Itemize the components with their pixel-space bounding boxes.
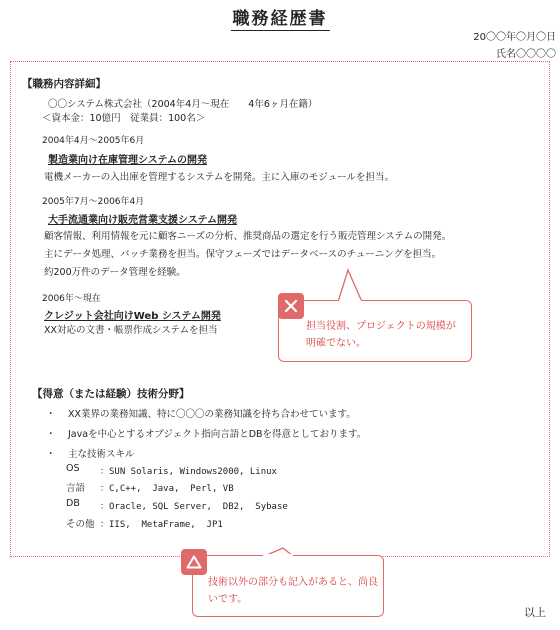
bullet-marker: ・ — [46, 449, 56, 460]
project-period: 2004年4月〜2005年6月 — [42, 136, 145, 146]
tech-label: DB — [66, 498, 80, 509]
callout-fair-text: 技術以外の部分も記入があると、尚良いです。 — [208, 577, 378, 605]
project-period: 2005年7月〜2006年4月 — [42, 197, 145, 207]
tech-label: 言語 — [66, 483, 86, 494]
job-details-heading: 【職務内容詳細】 — [22, 78, 106, 90]
callout-bad-text: 担当役割、プロジェクトの規模が明確でない。 — [306, 321, 456, 349]
tech-value: ：SUN Solaris, Windows2000, Linux — [100, 467, 277, 477]
skill-bullet: XX業界の業務知識、特に〇〇〇の業務知識を持ち合わせています。 — [68, 409, 356, 420]
document-title: 職務経歴書 — [232, 9, 328, 29]
project-title: 製造業向け在庫管理システムの開発 — [48, 155, 207, 166]
triangle-icon — [181, 549, 207, 575]
project-description: 電機メーカーの入出庫を管理するシステムを開発。主に入庫のモジュールを担当。 — [44, 172, 394, 183]
closing-text: 以上 — [524, 606, 546, 619]
skill-bullet: 主な技術スキル — [68, 449, 135, 460]
applicant-name: 氏名〇〇〇〇 — [496, 49, 556, 60]
skills-heading: 【得意（または経験）技術分野】 — [32, 388, 190, 400]
tech-value: ：Oracle, SQL Server, DB2, Sybase — [100, 502, 288, 512]
tech-value: ：C,C++, Java, Perl, VB — [100, 484, 234, 494]
bullet-marker: ・ — [46, 429, 56, 440]
project-description: 約200万件のデータ管理を経験。 — [44, 267, 186, 278]
company-line: 〇〇システム株式会社（2004年4月〜現在 4年6ヶ月在籍） — [48, 99, 318, 110]
project-period: 2006年〜現在 — [42, 294, 101, 304]
project-title: クレジット会社向けWeb システム開発 — [44, 311, 221, 322]
project-description: 顧客情報、利用情報を元に顧客ニーズの分析、推奨商品の選定を行う販売管理システムの開発。 — [44, 231, 452, 242]
tech-label: OS — [66, 463, 80, 474]
project-description: XX対応の文書・帳票作成システムを担当 — [44, 325, 218, 336]
bullet-marker: ・ — [46, 409, 56, 420]
project-description: 主にデータ処理、バッチ業務を担当。保守フェーズではデータベースのチューニングを担当。 — [44, 249, 442, 260]
skill-bullet: Javaを中心とするオブジェクト指向言語とDBを得意としております。 — [68, 429, 367, 440]
document-date: 20〇〇年〇月〇日 — [473, 32, 556, 43]
company-info: ＜資本金：10億円 従業員：100名＞ — [42, 113, 206, 124]
project-title: 大手流通業向け販売営業支援システム開発 — [48, 215, 237, 226]
tech-label: その他 — [66, 519, 95, 530]
tech-value: ：IIS, MetaFrame, JP1 — [100, 520, 223, 530]
